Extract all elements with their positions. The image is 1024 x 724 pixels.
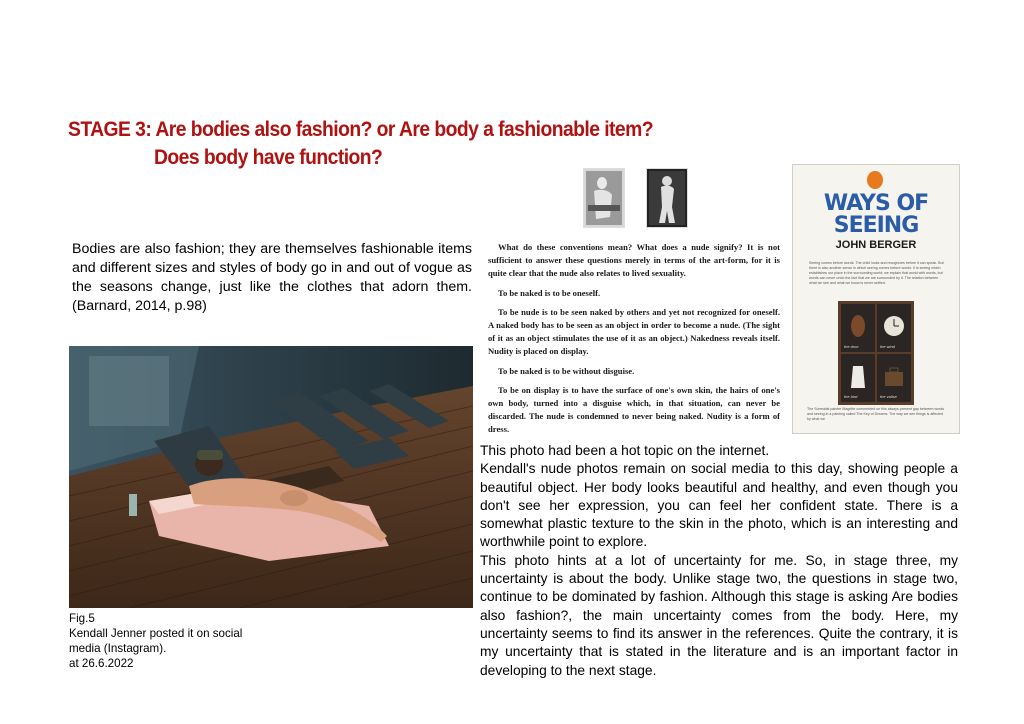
caption-line: Kendall Jenner posted it on social xyxy=(69,627,243,640)
painting-cell-label: the bird xyxy=(844,394,858,399)
painting-cell xyxy=(841,304,875,352)
body-paragraph: This photo had been a hot topic on the internet. xyxy=(480,443,770,458)
ways-of-seeing-book-cover xyxy=(792,164,960,434)
page-subtitle: Does body have function? xyxy=(154,146,383,169)
excerpt-paragraph: To be naked is to be oneself. xyxy=(498,287,601,298)
excerpt-paragraph: To be naked is to be without disguise. xyxy=(498,365,635,376)
page-title: STAGE 3: Are bodies also fashion? or Are body a fashionable item? xyxy=(68,118,653,141)
painting-cell xyxy=(877,304,911,352)
caption-date: at 26.6.2022 xyxy=(69,657,134,670)
excerpt-paragraph: What do these conventions mean? What does a nude signify? It is not sufficient to answer these questions merely in terms of the art-form, for it is quite clear that the nude also relates to lived sexuality. xyxy=(488,242,780,279)
painting-cell-label: the door xyxy=(844,344,859,349)
book-blurb: Seeing comes before words. The child looks and recognizes before it can speak. But there is also another sense in which seeing comes before words. It is seeing which establishes our place in the surrounding world; we explain that world with words, but words can never undo the fact that we are surrounded by it. The relation between what we see and what we know is never settled. xyxy=(809,261,944,285)
excerpt-paragraph: To be nude is to be seen naked by others and yet not recognized for oneself. A naked body has to be seen as an object in order to become a nude. (The sight of it as an object stimulates the use of it as an object.) Nakedness reveals itself. Nudity is placed on display. xyxy=(488,306,780,357)
book-title-line1: WAYS OF xyxy=(823,191,929,216)
book-footer-text: The Surrealist painter Magritte commented on this always-present gap between words and seeing in a painting called The Key of Dreams. The way we see things is affected by what we xyxy=(807,407,945,421)
book-author: JOHN BERGER xyxy=(835,239,917,251)
painting-cell-label: the valise xyxy=(880,394,897,399)
painting-cell-label: the wind xyxy=(880,344,895,349)
painting-cell xyxy=(877,354,911,402)
commentary-text xyxy=(480,442,958,680)
magritte-painting xyxy=(838,301,914,405)
book-title-line2: SEEING xyxy=(833,213,919,238)
barnard-quote: Bodies are also fashion; they are themselves fashionable items and different sizes and styles of body go in and out of vogue as the seasons change, just like the clothes that adorn them.(Barnard, 2014, p.98) xyxy=(72,241,472,314)
body-paragraph: This photo hints at a lot of uncertainty for me. So, in stage three, my uncertainty is about the body. Unlike stage two, the questions in stage two, continue to be dominated by fashion. Although this stage is asking Are bodies also fashion?, the main uncertainty comes from the body. Here, my uncertainty seems to find its answer in the references. Quite the contrary, it is my uncertainty that is stated in the literature and is an important factor in developing to the next stage. xyxy=(480,552,958,678)
penguin-logo-icon xyxy=(867,171,883,189)
excerpt-paragraph: To be on display is to have the surface of one's own skin, the hairs of one's own body, turned into a disguise which, in that situation, can never be discarded. The nude is condemned to never being naked. Nudity is a form of dress. xyxy=(488,384,780,435)
figure-caption xyxy=(69,611,329,671)
nude-painting-thumbnail xyxy=(583,168,625,228)
body-paragraph: Kendall's nude photos remain on social media to this day, showing people a beautiful object. Her body looks beautiful and healthy, and even though you don't see her expression, you can feel her confident state. There is a somewhat plastic texture to the skin in the photo, which is an interesting and worthwhile point to explore. xyxy=(480,461,958,550)
painting-cell xyxy=(841,354,875,402)
nude-sculpture-thumbnail xyxy=(646,168,688,228)
caption-line: media (Instagram). xyxy=(69,642,167,655)
kendall-sunbathing-photo xyxy=(69,346,473,608)
figure-number: Fig.5 xyxy=(69,612,95,625)
book-excerpt xyxy=(488,241,780,443)
